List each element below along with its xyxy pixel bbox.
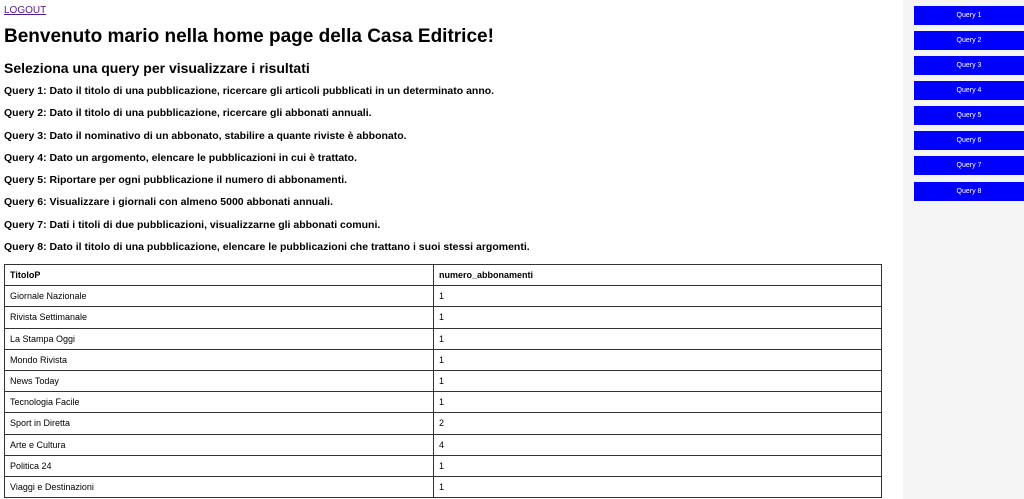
cell-abbonamenti: 1 <box>434 370 882 391</box>
query-description: Query 7: Dati i titoli di due pubblicazioni, visualizzarne gli abbonati comuni. <box>4 218 381 231</box>
cell-titolo: Rivista Settimanale <box>5 307 434 328</box>
table-row <box>5 349 882 370</box>
query-4-button[interactable]: Query 4 <box>914 81 1024 100</box>
table-row <box>5 476 882 497</box>
cell-titolo: Giornale Nazionale <box>5 286 434 307</box>
cell-titolo: Sport in Diretta <box>5 413 434 434</box>
page-subtitle: Seleziona una query per visualizzare i risultati <box>4 60 310 76</box>
query-descriptions <box>4 85 530 263</box>
cell-abbonamenti: 2 <box>434 413 882 434</box>
page-title: Benvenuto mario nella home page della Casa Editrice! <box>4 26 494 47</box>
table-header-row <box>5 265 882 286</box>
query-1-button[interactable]: Query 1 <box>914 6 1024 25</box>
column-header-titolop: TitoloP <box>5 265 434 286</box>
cell-abbonamenti: 4 <box>434 434 882 455</box>
cell-abbonamenti: 1 <box>434 392 882 413</box>
table-row <box>5 455 882 476</box>
cell-abbonamenti: 1 <box>434 476 882 497</box>
cell-abbonamenti: 1 <box>434 328 882 349</box>
query-3-button[interactable]: Query 3 <box>914 56 1024 75</box>
cell-abbonamenti: 1 <box>434 286 882 307</box>
query-description: Query 3: Dato il nominativo di un abbonato, stabilire a quante riviste è abbonato. <box>4 129 407 142</box>
cell-titolo: Arte e Cultura <box>5 434 434 455</box>
query-2-button[interactable]: Query 2 <box>914 31 1024 50</box>
table-row <box>5 286 882 307</box>
query-description: Query 8: Dato il titolo di una pubblicazione, elencare le pubblicazioni che trattano i suoi stessi argomenti. <box>4 241 530 254</box>
cell-titolo: Viaggi e Destinazioni <box>5 476 434 497</box>
cell-abbonamenti: 1 <box>434 455 882 476</box>
query-8-button[interactable]: Query 8 <box>914 182 1024 201</box>
query-6-button[interactable]: Query 6 <box>914 131 1024 150</box>
cell-titolo: Mondo Rivista <box>5 349 434 370</box>
table-row <box>5 434 882 455</box>
query-description: Query 1: Dato il titolo di una pubblicazione, ricercare gli articoli pubblicati in un determinato anno. <box>4 85 495 97</box>
table-row <box>5 392 882 413</box>
table-row <box>5 307 882 328</box>
query-description: Query 5: Riportare per ogni pubblicazione il numero di abbonamenti. <box>4 174 348 187</box>
cell-titolo: Politica 24 <box>5 455 434 476</box>
cell-titolo: News Today <box>5 370 434 391</box>
table-row <box>5 328 882 349</box>
results-table <box>4 264 882 498</box>
cell-titolo: La Stampa Oggi <box>5 328 434 349</box>
query-sidebar <box>903 0 1024 499</box>
cell-titolo: Tecnologia Facile <box>5 392 434 413</box>
cell-abbonamenti: 1 <box>434 307 882 328</box>
table-row <box>5 370 882 391</box>
query-description: Query 6: Visualizzare i giornali con almeno 5000 abbonati annuali. <box>4 196 333 209</box>
query-description: Query 4: Dato un argomento, elencare le pubblicazioni in cui è trattato. <box>4 151 357 164</box>
table-row <box>5 413 882 434</box>
query-5-button[interactable]: Query 5 <box>914 106 1024 125</box>
query-description: Query 2: Dato il titolo di una pubblicazione, ricercare gli abbonati annuali. <box>4 107 372 120</box>
logout-link[interactable]: LOGOUT <box>4 5 47 16</box>
column-header-numero-abbonamenti: numero_abbonamenti <box>434 265 882 286</box>
cell-abbonamenti: 1 <box>434 349 882 370</box>
query-7-button[interactable]: Query 7 <box>914 156 1024 175</box>
